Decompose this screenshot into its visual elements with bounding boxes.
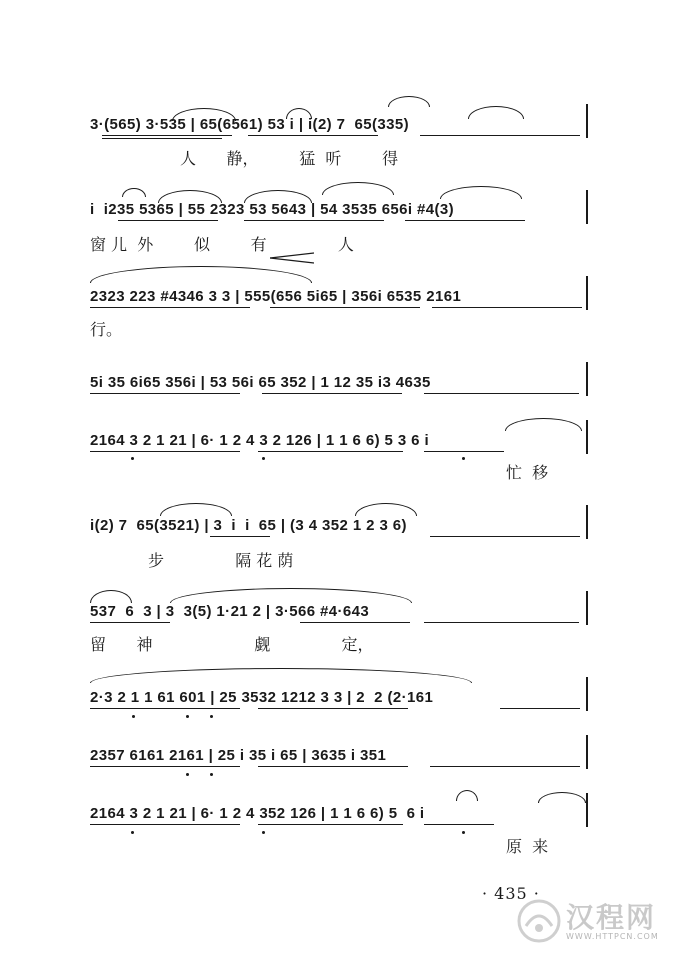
beam [432, 307, 582, 308]
beam [90, 451, 240, 452]
notation-line-4: 5i 35 6i65 356i | 53 56i 65 352 | 1 12 35 i3 4635 [90, 374, 431, 391]
beam [248, 135, 378, 136]
slur [158, 190, 222, 203]
notation-line-9: 2357 6161 2161 | 25 i 35 i 65 | 3635 i 351 [90, 747, 387, 764]
lyric-line-7: 留 神 觑 定， [90, 635, 374, 654]
notation-line-8: 2·3 2 1 1 61 601 | 25 3532 1212 3 3 | 2 2 (2·161 [90, 689, 434, 706]
slur [388, 96, 430, 107]
beam [244, 220, 384, 221]
beam [420, 135, 580, 136]
watermark-url: WWW.HTTPCN.COM [566, 932, 659, 941]
lyric-line-1: 人 静， 猛 听 得 [180, 149, 399, 168]
slur [244, 190, 312, 203]
watermark-text: 汉程网 [566, 901, 657, 934]
slur [90, 590, 132, 603]
beam [430, 536, 580, 537]
slur [90, 668, 472, 683]
barline [586, 190, 588, 224]
slur [468, 106, 524, 119]
beam [90, 393, 240, 394]
barline [586, 735, 588, 769]
beam [102, 135, 232, 136]
slur [322, 182, 394, 195]
octave-dot [210, 773, 213, 776]
lyric-line-6: 步 隔 花 荫 [148, 551, 294, 570]
slur [538, 792, 586, 803]
octave-dot [186, 773, 189, 776]
barline [586, 362, 588, 396]
beam [90, 766, 240, 767]
beam [90, 307, 250, 308]
beam [258, 766, 408, 767]
barline [586, 104, 588, 138]
octave-dot [462, 831, 465, 834]
barline [586, 677, 588, 711]
beam [90, 622, 170, 623]
notation-line-7: 537 6 3 | 3 3(5) 1·21 2 | 3·566 #4·643 [90, 603, 370, 620]
beam [424, 824, 494, 825]
lyric-line-5: 忙 移 [506, 463, 549, 482]
slur [170, 588, 412, 603]
octave-dot [186, 715, 189, 718]
beam [210, 536, 270, 537]
octave-dot [462, 457, 465, 460]
slur [172, 108, 236, 121]
beam [424, 622, 579, 623]
page-number: · 435 · [482, 884, 540, 903]
notation-line-1: 3·(565) 3·535 | 65(6561) 53 i | i(2) 7 65(335) [90, 116, 410, 133]
octave-dot [262, 831, 265, 834]
barline [586, 276, 588, 310]
barline [586, 591, 588, 625]
octave-dot [262, 457, 265, 460]
slur [456, 790, 478, 801]
octave-dot [132, 715, 135, 718]
beam [258, 824, 403, 825]
beam [270, 307, 420, 308]
beam [118, 220, 218, 221]
beam [424, 451, 504, 452]
octave-dot [131, 831, 134, 834]
barline [586, 420, 588, 454]
beam [430, 766, 580, 767]
barline [586, 793, 588, 827]
slur [122, 188, 146, 197]
notation-line-10: 2164 3 2 1 21 | 6· 1 2 4 352 126 | 1 1 6 6) 5 6 i [90, 805, 425, 822]
beam [405, 220, 525, 221]
slur [440, 186, 522, 199]
lyric-line-2: 窗 儿 外 似 有 人 [90, 235, 354, 254]
notation-line-6: i(2) 7 65(3521) | 3 i i 65 | (3 4 352 1 2 3 6) [90, 517, 407, 534]
slur [90, 266, 312, 283]
beam [258, 708, 408, 709]
beam [90, 708, 240, 709]
beam [424, 393, 579, 394]
notation-line-3: 2323 223 #4346 3 3 | 555(656 5i65 | 356i 6535 2161 [90, 288, 462, 305]
slur [286, 108, 312, 119]
lyric-line-3: 行。 [90, 320, 123, 339]
notation-line-2: i i235 5365 | 55 2323 53 5643 | 54 3535 656i #4(3) [90, 201, 455, 218]
beam [500, 708, 580, 709]
lyric-line-10: 原 来 [506, 837, 549, 856]
crescendo-hairpin [270, 252, 314, 264]
watermark-logo-icon [516, 898, 562, 944]
beam [102, 138, 222, 139]
slur [160, 503, 232, 516]
slur [505, 418, 582, 431]
slur [355, 503, 417, 516]
octave-dot [210, 715, 213, 718]
beam [258, 451, 403, 452]
notation-line-5: 2164 3 2 1 21 | 6· 1 2 4 3 2 126 | 1 1 6 6) 5 3 6 i [90, 432, 430, 449]
beam [300, 622, 410, 623]
octave-dot [131, 457, 134, 460]
beam [90, 824, 240, 825]
barline [586, 505, 588, 539]
beam [262, 393, 402, 394]
